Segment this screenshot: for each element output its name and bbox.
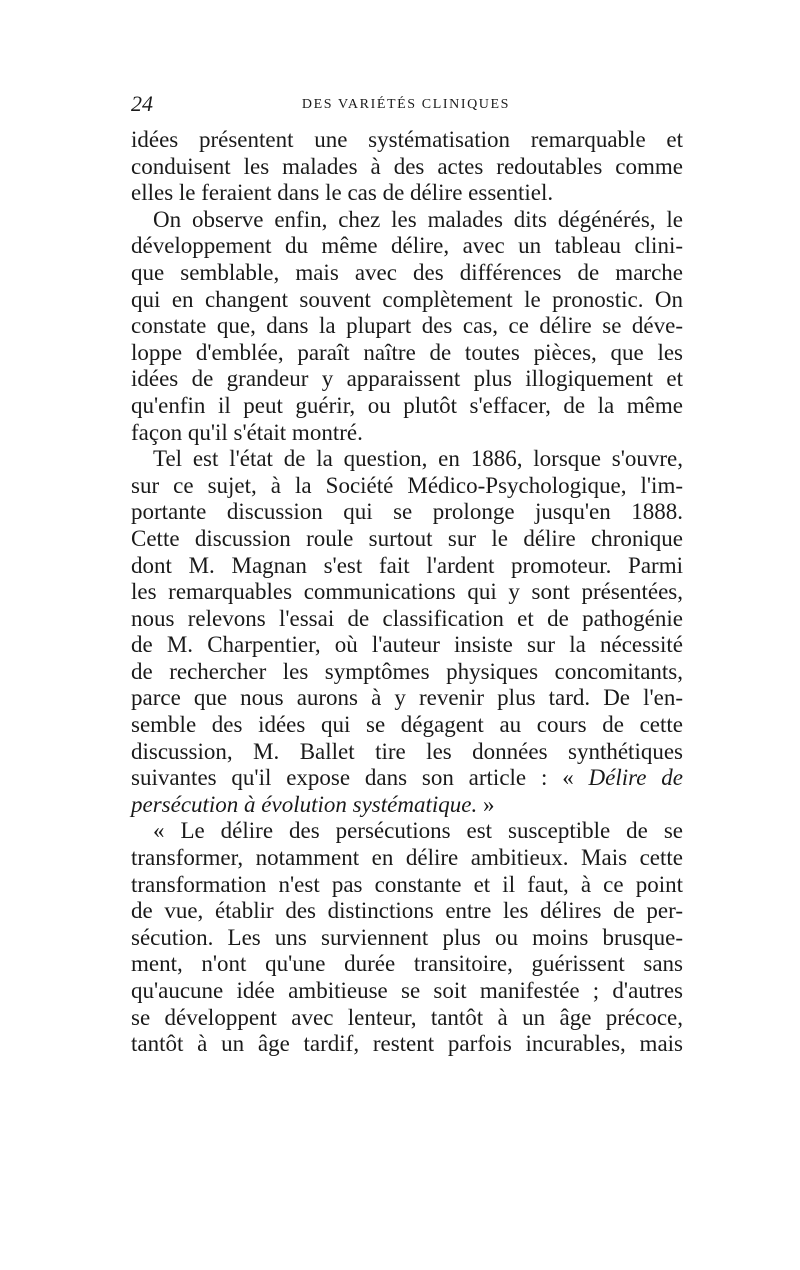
text-line: se développent avec lenteur, tantôt à un âge précoce,: [131, 1004, 683, 1030]
text-line: conduisent les malades à des actes redoutables comme: [131, 153, 683, 179]
text-line: qu'aucune idée ambitieuse se soit manifestée ; d'autres: [131, 978, 683, 1003]
text-line: constate que, dans la plupart des cas, ce délire se déve-: [131, 313, 683, 339]
text-line: façon qu'il s'était montré.: [131, 419, 363, 445]
text-line: de rechercher les symptômes physiques concomitants,: [131, 658, 683, 684]
running-title: DES VARIÉTÉS CLINIQUES: [301, 97, 511, 112]
text-line: qui en changent souvent complètement le pronostic. On: [131, 286, 683, 312]
text-line: tantôt à un âge tardif, restent parfois incurables, mais: [131, 1031, 683, 1057]
text-line: ment, n'ont qu'une durée transitoire, guérissent sans: [131, 951, 683, 977]
text-line: semble des idées qui se dégagent au cours de cette: [131, 712, 683, 738]
text-line: idées de grandeur y apparaissent plus illogiquement et: [131, 366, 683, 392]
text-line: loppe d'emblée, paraît naître de toutes pièces, que les: [131, 339, 683, 365]
body-text: [131, 127, 683, 1058]
page-number: 24: [131, 91, 153, 116]
text-line: idées présentent une systématisation remarquable et: [131, 127, 683, 152]
text-line: parce que nous aurons à y revenir plus tard. De l'en-: [131, 685, 683, 711]
text-line: les remarquables communications qui y sont présentées,: [131, 579, 683, 605]
text-line: On observe enfin, chez les malades dits dégénérés, le: [153, 206, 683, 232]
text-line: transformer, notamment en délire ambitieux. Mais cette: [131, 845, 683, 871]
text-line: qu'enfin il peut guérir, ou plutôt s'effacer, de la même: [131, 392, 683, 418]
article-title-end: persécution à évolution systématique.: [131, 791, 478, 817]
text-line: « Le délire des persécutions est susceptible de se: [153, 818, 683, 844]
article-title-start: Délire de: [588, 765, 683, 791]
text-line: que semblable, mais avec des différences de marche: [131, 259, 683, 285]
text-line: de M. Charpentier, où l'auteur insiste sur la nécessité: [131, 632, 683, 658]
text-line: Tel est l'état de la question, en 1886, lorsque s'ouvre,: [153, 446, 683, 472]
text-line: [131, 792, 683, 819]
text-line: elles le feraient dans le cas de délire essentiel.: [131, 180, 554, 206]
text-line: [131, 765, 683, 792]
text-line: développement du même délire, avec un tableau clini-: [131, 233, 683, 259]
text-line: dont M. Magnan s'est fait l'ardent promoteur. Parmi: [131, 552, 683, 578]
text-line-roman: suivantes qu'il expose dans son article : «: [131, 765, 589, 791]
running-head: [131, 92, 681, 116]
text-line: discussion, M. Ballet tire les données synthétiques: [131, 738, 683, 764]
text-line: de vue, établir des distinctions entre les délires de per-: [131, 898, 683, 924]
text-line: portante discussion qui se prolonge jusqu'en 1888.: [131, 499, 683, 525]
text-line: Cette discussion roule surtout sur le délire chronique: [131, 525, 683, 551]
text-line: sur ce sujet, à la Société Médico-Psychologique, l'im-: [131, 472, 683, 498]
text-line: transformation n'est pas constante et il faut, à ce point: [131, 871, 683, 897]
text-line: nous relevons l'essai de classification et de pathogénie: [131, 605, 683, 631]
closing-quote: »: [477, 791, 495, 817]
text-line: sécution. Les uns surviennent plus ou moins brusque-: [131, 924, 683, 950]
